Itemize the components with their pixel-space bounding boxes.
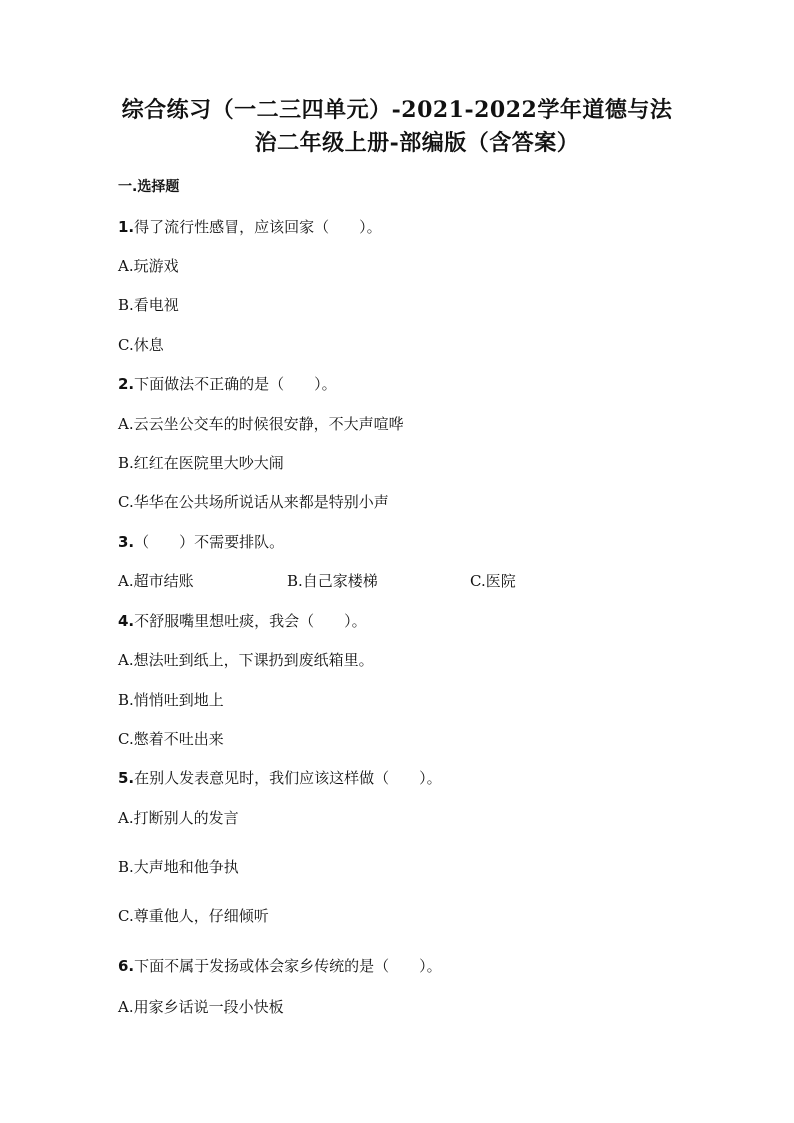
question-number: 4. (118, 612, 135, 630)
question-number: 5. (118, 769, 135, 787)
question-6-option-a: A.用家乡话说一段小快板 (118, 998, 284, 1016)
question-1-option-b: B.看电视 (118, 296, 179, 314)
question-text: 不舒服嘴里想吐痰，我会（ ）。 (134, 612, 367, 630)
question-number: 6. (118, 957, 135, 975)
question-5-option-a: A.打断别人的发言 (118, 809, 239, 827)
question-text: 得了流行性感冒，应该回家（ ）。 (134, 218, 382, 236)
question-5-stem (118, 768, 442, 788)
question-6-stem (118, 956, 442, 976)
document-title-line-1: 综合练习（一二三四单元）-2021-2022学年道德与法 (121, 97, 673, 123)
question-2-option-a: A.云云坐公交车的时候很安静，不大声喧哗 (118, 415, 404, 433)
question-1-option-a: A.玩游戏 (118, 257, 179, 275)
question-3-option-c: C.医院 (470, 572, 516, 590)
question-number: 3. (118, 533, 135, 551)
question-number: 2. (118, 375, 135, 393)
question-4-stem (118, 611, 367, 631)
question-5-option-b: B.大声地和他争执 (118, 858, 239, 876)
question-3-stem (118, 532, 284, 552)
question-text: 在别人发表意见时，我们应该这样做（ ）。 (134, 769, 442, 787)
question-4-option-a: A.想法吐到纸上，下课扔到废纸箱里。 (118, 651, 374, 669)
question-3-option-a: A.超市结账 (118, 572, 194, 590)
question-4-option-c: C.憋着不吐出来 (118, 730, 224, 748)
question-2-stem (118, 374, 337, 394)
question-3-option-b: B.自己家楼梯 (287, 572, 378, 590)
question-5-option-c: C.尊重他人，仔细倾听 (118, 907, 269, 925)
question-text: 下面做法不正确的是（ ）。 (134, 375, 337, 393)
question-4-option-b: B.悄悄吐到地上 (118, 691, 224, 709)
document-title-line-2: 治二年级上册-部编版（含答案） (254, 130, 580, 156)
question-1-stem (118, 217, 382, 237)
section-heading: 一.选择题 (118, 179, 180, 195)
question-1-option-c: C.休息 (118, 336, 164, 354)
question-2-option-b: B.红红在医院里大吵大闹 (118, 454, 284, 472)
question-text: 下面不属于发扬或体会家乡传统的是（ ）。 (134, 957, 442, 975)
question-2-option-c: C.华华在公共场所说话从来都是特别小声 (118, 493, 389, 511)
question-number: 1. (118, 218, 135, 236)
question-text: （ ）不需要排队。 (134, 533, 285, 551)
